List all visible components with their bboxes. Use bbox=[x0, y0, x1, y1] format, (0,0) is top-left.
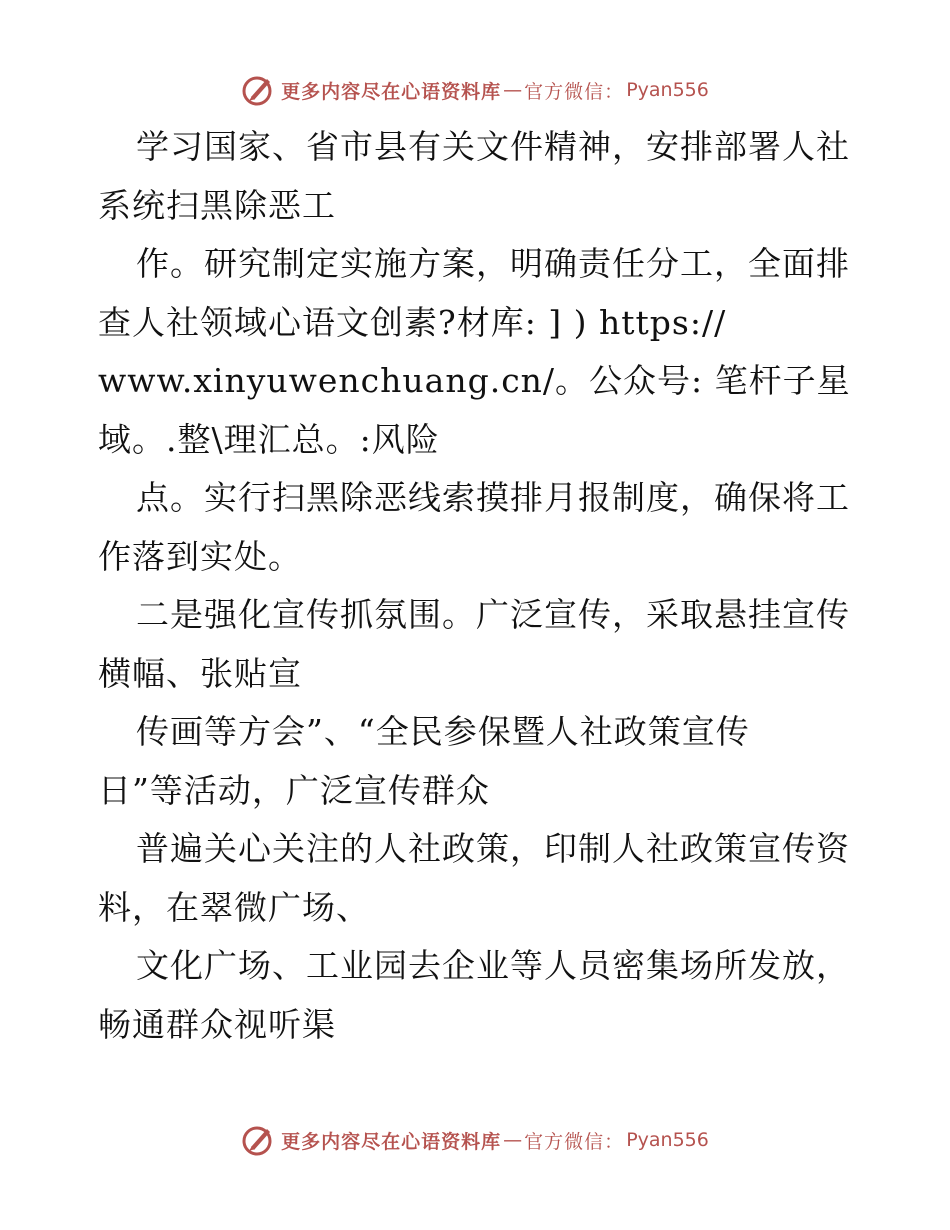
text-line: 畅通群众视听渠 bbox=[98, 1004, 336, 1044]
text-line: 点。实行扫黑除恶线索摸排月报制度，确保将工 bbox=[136, 478, 850, 517]
text-line: 料，在翠微广场、 bbox=[98, 887, 370, 927]
text-line: 作。研究制定实施方案，明确责任分工，全面排 bbox=[136, 244, 850, 283]
watermark-separator: — bbox=[503, 79, 523, 101]
text-line: 传画等方会”、“全民参保暨人社政策宣传 bbox=[136, 712, 750, 751]
text-line: 域。.整\理汇总。:风险 bbox=[98, 419, 440, 459]
text-line: 日”等活动，广泛宣传群众 bbox=[98, 770, 490, 810]
text-line: 横幅、张贴宣 bbox=[98, 653, 302, 693]
quill-pen-circle-icon bbox=[241, 1123, 275, 1157]
text-line: 学习国家、省市县有关文件精神，安排部署人社 bbox=[136, 127, 850, 166]
document-body bbox=[98, 118, 858, 1054]
watermark-separator: — bbox=[503, 1129, 523, 1151]
text-line: 普遍关心关注的人社政策，印制人社政策宣传资 bbox=[136, 829, 850, 868]
header-watermark bbox=[0, 70, 950, 110]
text-line: www.xinyuwenchuang.cn/。公众号: 笔杆子星 bbox=[98, 361, 851, 400]
text-line: 作落到实处。 bbox=[98, 536, 302, 576]
text-line: 查人社领域心语文创素?材库: ] ) https:// bbox=[98, 302, 727, 342]
text-line: 文化广场、工业园去企业等人员密集场所发放， bbox=[136, 946, 850, 985]
text-line: 系统扫黑除恶工 bbox=[98, 185, 336, 225]
watermark-account: Pyan556 bbox=[626, 1129, 709, 1151]
watermark-wechat-label: 官方微信： bbox=[524, 1130, 625, 1153]
text-line: 二是强化宣传抓氛围。广泛宣传，采取悬挂宣传 bbox=[136, 595, 850, 634]
watermark-account: Pyan556 bbox=[626, 79, 709, 101]
watermark-site-text: 更多内容尽在心语资料库 bbox=[281, 1130, 502, 1153]
watermark-site-text: 更多内容尽在心语资料库 bbox=[281, 80, 502, 103]
quill-pen-circle-icon bbox=[241, 73, 275, 107]
footer-watermark bbox=[0, 1120, 950, 1160]
watermark-wechat-label: 官方微信： bbox=[524, 80, 625, 103]
